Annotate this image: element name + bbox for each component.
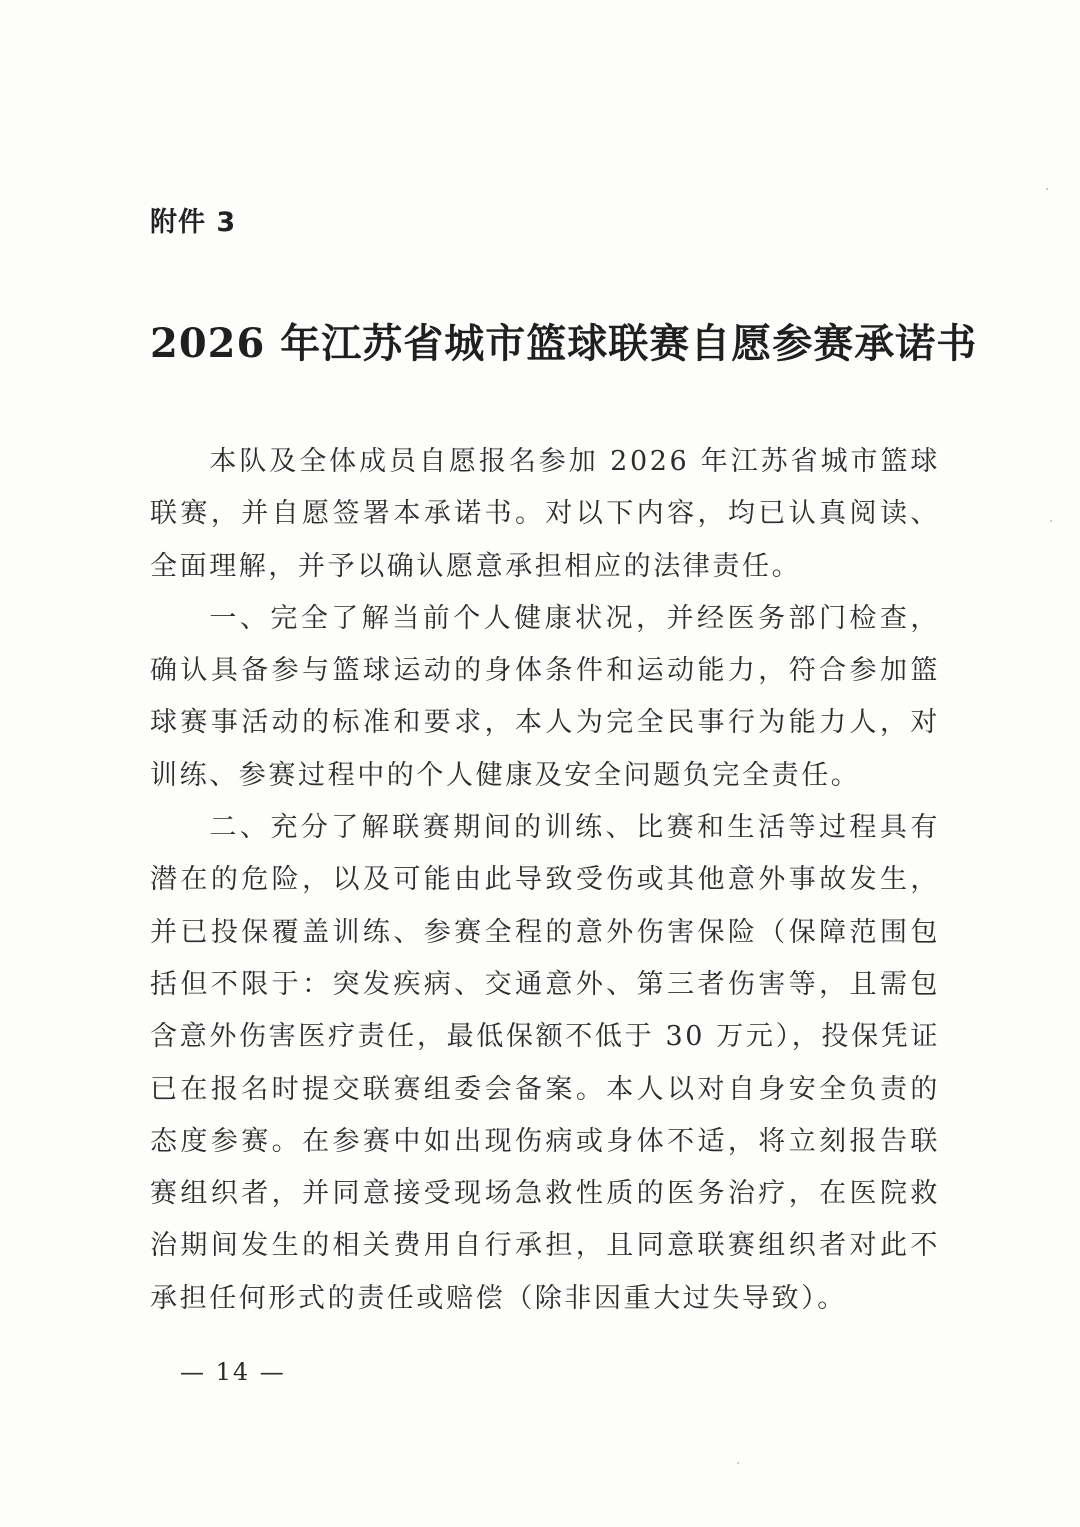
attachment-label: 附件 3 <box>150 207 237 238</box>
scan-speck <box>1046 188 1048 190</box>
page-number: — 14 — <box>180 1358 286 1386</box>
paragraph-item-1: 一、完全了解当前个人健康状况，并经医务部门检查，确认具备参与篮球运动的身体条件和运动能力，符合参加篮球赛事活动的标准和要求，本人为完全民事行为能力人，对训练、参赛过程中的个人健康及安全问题负完全责任。 <box>150 602 940 791</box>
scan-speck <box>737 1462 739 1464</box>
paragraph-item-2: 二、充分了解联赛期间的训练、比赛和生活等过程具有潜在的危险，以及可能由此导致受伤或其他意外事故发生，并已投保覆盖训练、参赛全程的意外伤害保险（保障范围包括但不限于：突发疾病、交通意外、第三者伤害等，且需包含意外伤害医疗责任，最低保额不低于 30 万元），投保凭证已在报名时提交联赛组委会备案。本人以对自身安全负责的态度参赛。在参赛中如出现伤病或身体不适，将立刻报告联赛组织者，并同意接受现场急救性质的医务治疗，在医院救治期间发生的相关费用自行承担，且同意联赛组织者对此不承担任何形式的责任或赔偿（除非因重大过失导致）。 <box>150 812 940 1314</box>
document-title: 2026 年江苏省城市篮球联赛自愿参赛承诺书 <box>150 320 978 367</box>
paragraph-intro: 本队及全体成员自愿报名参加 2026 年江苏省城市篮球联赛，并自愿签署本承诺书。对以下内容，均已认真阅读、全面理解，并予以确认愿意承担相应的法律责任。 <box>150 446 940 582</box>
document-body <box>150 436 940 1325</box>
scan-speck <box>1050 520 1052 522</box>
